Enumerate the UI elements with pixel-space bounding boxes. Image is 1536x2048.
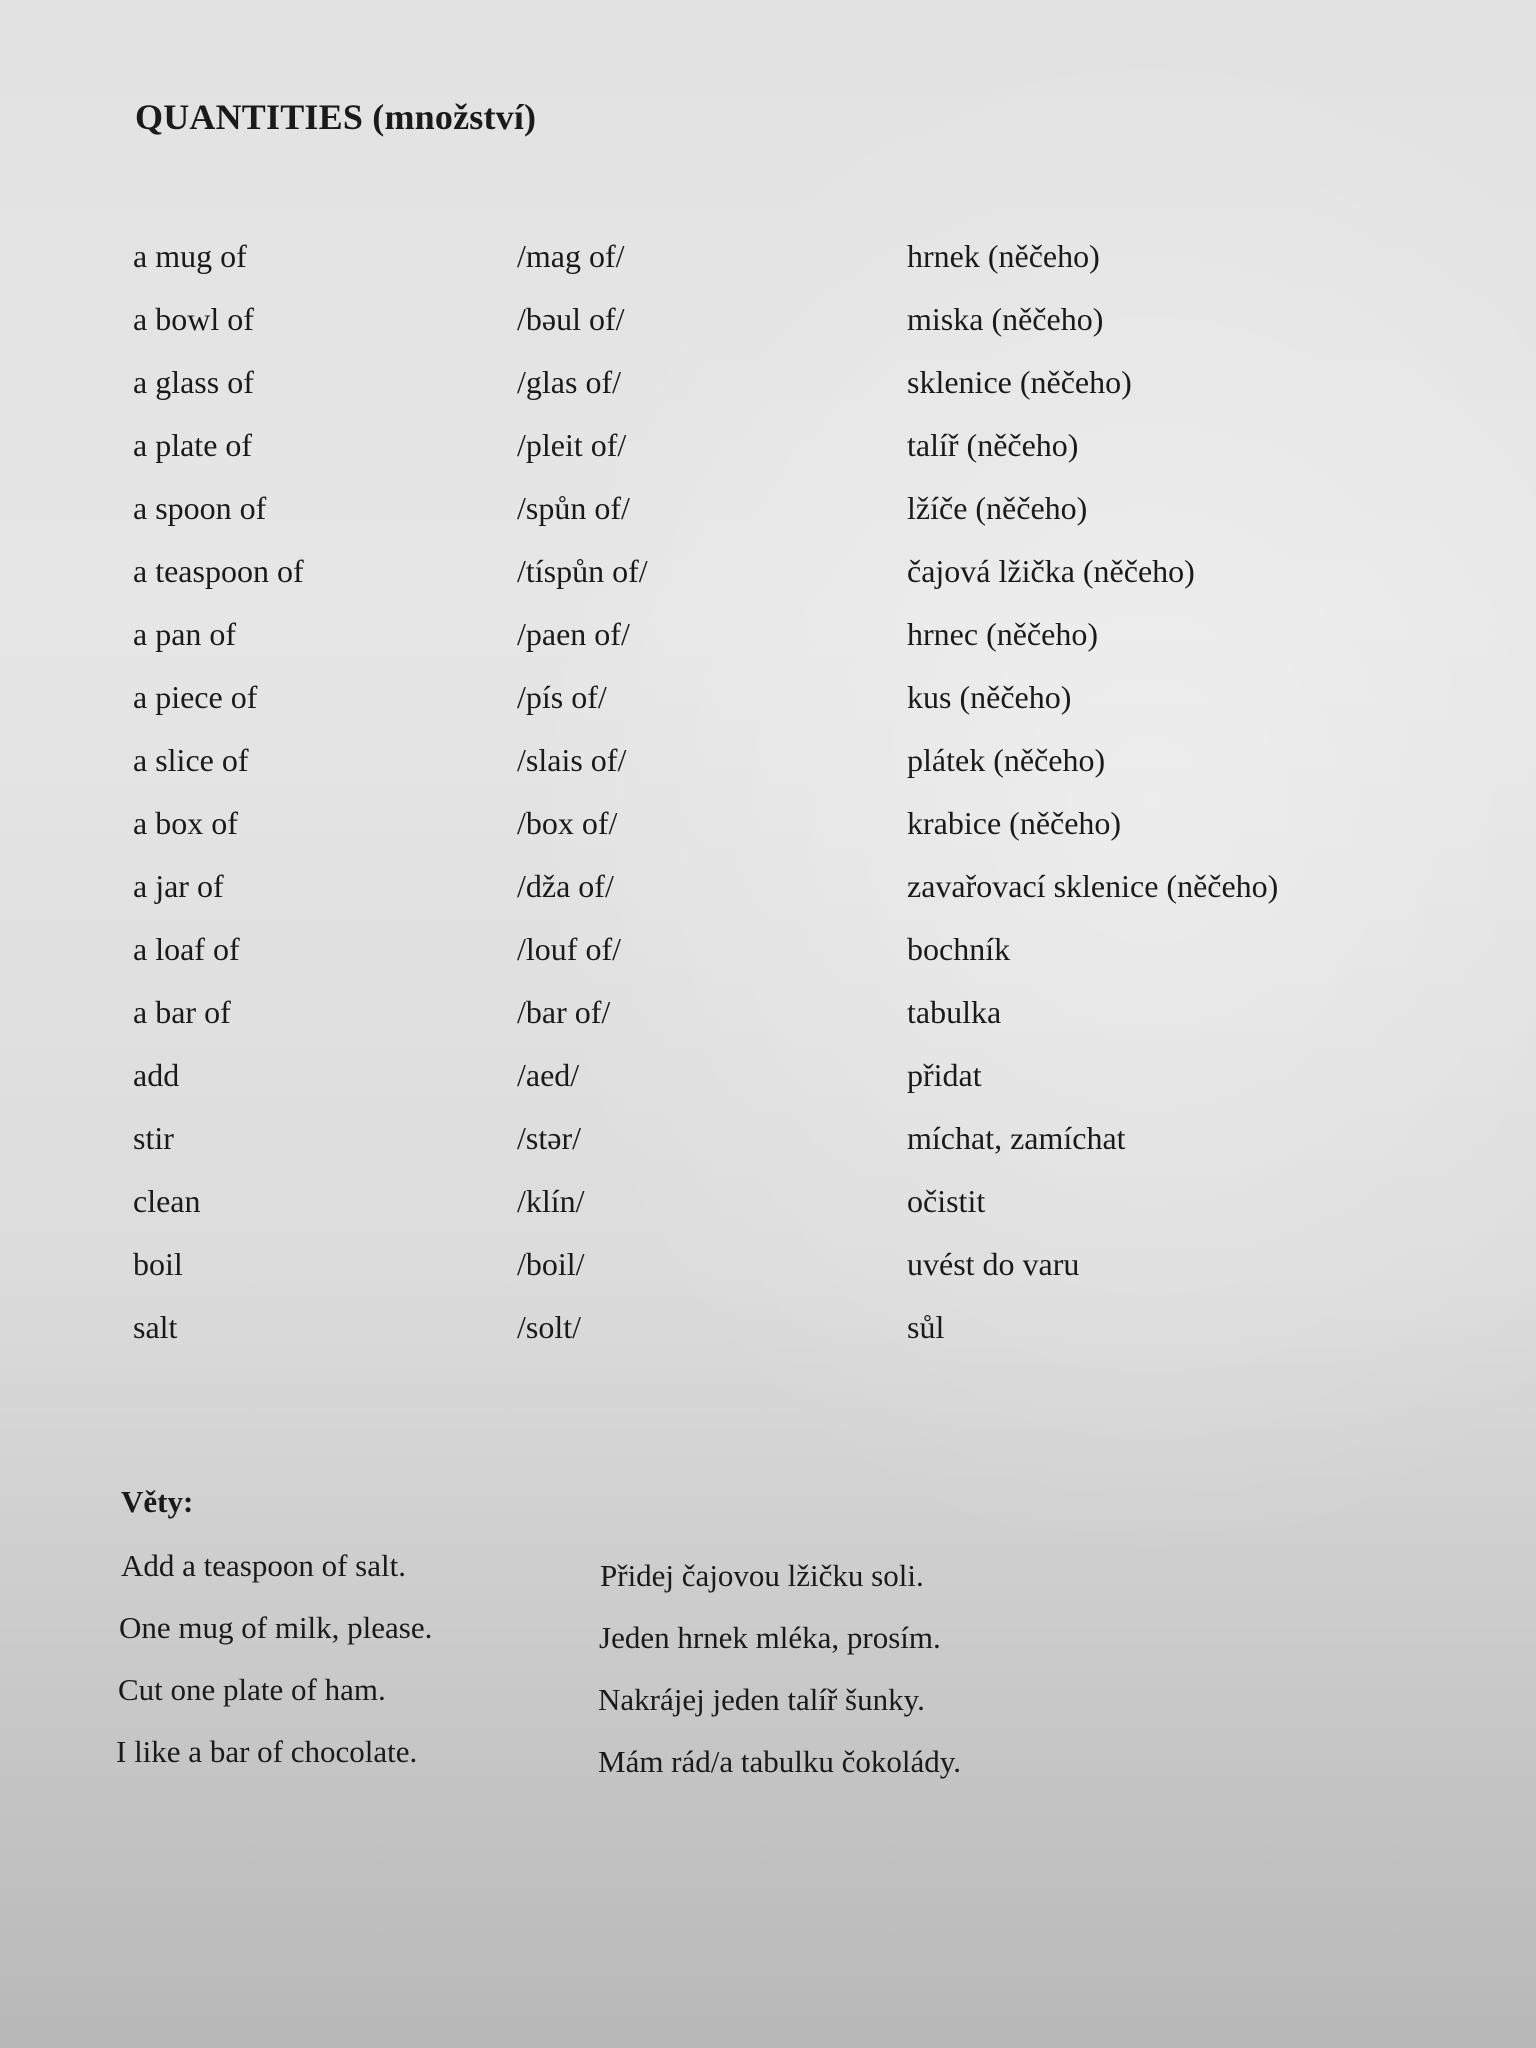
vocab-row — [0, 866, 1536, 916]
vocab-english: stir — [133, 1120, 174, 1156]
vocab-english: a piece of — [133, 679, 258, 715]
sentence-row — [0, 1608, 1536, 1658]
vocab-phonetic: /solt/ — [517, 1309, 582, 1345]
vocab-phonetic: /spůn of/ — [517, 490, 630, 526]
vocab-phonetic: /paen of/ — [517, 616, 630, 652]
vocab-czech: plátek (něčeho) — [907, 742, 1106, 778]
vocab-phonetic: /tíspůn of/ — [517, 553, 648, 589]
sentence-row — [0, 1670, 1536, 1720]
vocab-czech: lžíče (něčeho) — [907, 490, 1088, 526]
vocab-phonetic: /pís of/ — [517, 679, 607, 715]
vocab-english: a bowl of — [133, 301, 254, 337]
vocab-czech: zavařovací sklenice (něčeho) — [907, 868, 1279, 904]
vocab-czech: kus (něčeho) — [907, 679, 1072, 715]
vocab-czech: uvést do varu — [907, 1246, 1080, 1282]
vocab-phonetic: /stər/ — [517, 1120, 581, 1156]
vocab-row — [0, 299, 1536, 349]
vocab-english: a plate of — [133, 427, 253, 463]
vocab-phonetic: /bəul of/ — [517, 301, 625, 337]
vocab-english: salt — [133, 1309, 178, 1345]
vocab-czech: tabulka — [907, 994, 1002, 1030]
vocab-phonetic: /louf of/ — [517, 931, 621, 967]
sentence-english: I like a bar of chocolate. — [116, 1734, 418, 1769]
vocab-phonetic: /slais of/ — [517, 742, 627, 778]
vocab-english: a spoon of — [133, 490, 267, 526]
vocab-czech: talíř (něčeho) — [907, 427, 1079, 463]
sentence-czech: Nakrájej jeden talíř šunky. — [598, 1682, 925, 1717]
sentence-czech: Přidej čajovou lžičku soli. — [600, 1558, 924, 1593]
vocab-row — [0, 803, 1536, 853]
vocab-row — [0, 1307, 1536, 1357]
sentence-english: Add a teaspoon of salt. — [121, 1548, 406, 1583]
sentence-czech: Mám rád/a tabulku čokolády. — [598, 1744, 961, 1779]
vocab-english: a box of — [133, 805, 238, 841]
vocab-phonetic: /box of/ — [517, 805, 618, 841]
vocab-phonetic: /pleit of/ — [517, 427, 627, 463]
vocab-english: a teaspoon of — [133, 553, 304, 589]
vocab-czech: bochník — [907, 931, 1011, 967]
vocab-row — [0, 488, 1536, 538]
vocab-row — [0, 551, 1536, 601]
sentence-english: One mug of milk, please. — [119, 1610, 433, 1645]
vocab-english: a bar of — [133, 994, 231, 1030]
vocab-phonetic: /mag of/ — [517, 238, 625, 274]
sentence-row — [0, 1732, 1536, 1782]
sentence-row — [0, 1546, 1536, 1596]
vocab-czech: krabice (něčeho) — [907, 805, 1122, 841]
vocab-row — [0, 1055, 1536, 1105]
vocab-row — [0, 614, 1536, 664]
sentence-czech: Jeden hrnek mléka, prosím. — [599, 1620, 941, 1655]
vocab-english: a mug of — [133, 238, 247, 274]
vocab-english: boil — [133, 1246, 183, 1282]
vocab-row — [0, 1244, 1536, 1294]
vocab-phonetic: /dža of/ — [517, 868, 614, 904]
vocab-row — [0, 362, 1536, 412]
vocab-phonetic: /aed/ — [517, 1057, 580, 1093]
vocab-czech: čajová lžička (něčeho) — [907, 553, 1195, 589]
vocab-english: a pan of — [133, 616, 237, 652]
vocab-row — [0, 677, 1536, 727]
vocab-phonetic: /boil/ — [517, 1246, 585, 1282]
vocab-english: clean — [133, 1183, 201, 1219]
vocab-czech: očistit — [907, 1183, 986, 1219]
sentence-english: Cut one plate of ham. — [118, 1672, 386, 1707]
vocab-english: a glass of — [133, 364, 254, 400]
vocab-czech: hrnek (něčeho) — [907, 238, 1100, 274]
vocab-row — [0, 1118, 1536, 1168]
vocab-english: a loaf of — [133, 931, 240, 967]
vocab-row — [0, 992, 1536, 1042]
vocab-czech: sůl — [907, 1309, 945, 1345]
vocab-phonetic: /glas of/ — [517, 364, 621, 400]
vocab-row — [0, 740, 1536, 790]
vocab-phonetic: /bar of/ — [517, 994, 611, 1030]
vocab-english: a slice of — [133, 742, 249, 778]
vocab-czech: hrnec (něčeho) — [907, 616, 1098, 652]
vocab-phonetic: /klín/ — [517, 1183, 585, 1219]
vocab-czech: přidat — [907, 1057, 982, 1093]
vocab-czech: miska (něčeho) — [907, 301, 1104, 337]
vocab-row — [0, 929, 1536, 979]
vocab-row — [0, 425, 1536, 475]
sentences-heading: Věty: — [121, 1484, 194, 1519]
vocab-english: a jar of — [133, 868, 224, 904]
vocab-czech: míchat, zamíchat — [907, 1120, 1126, 1156]
vocab-english: add — [133, 1057, 180, 1093]
vocab-row — [0, 236, 1536, 286]
page-title: QUANTITIES (množství) — [135, 97, 537, 137]
vocab-czech: sklenice (něčeho) — [907, 364, 1132, 400]
vocab-row — [0, 1181, 1536, 1231]
